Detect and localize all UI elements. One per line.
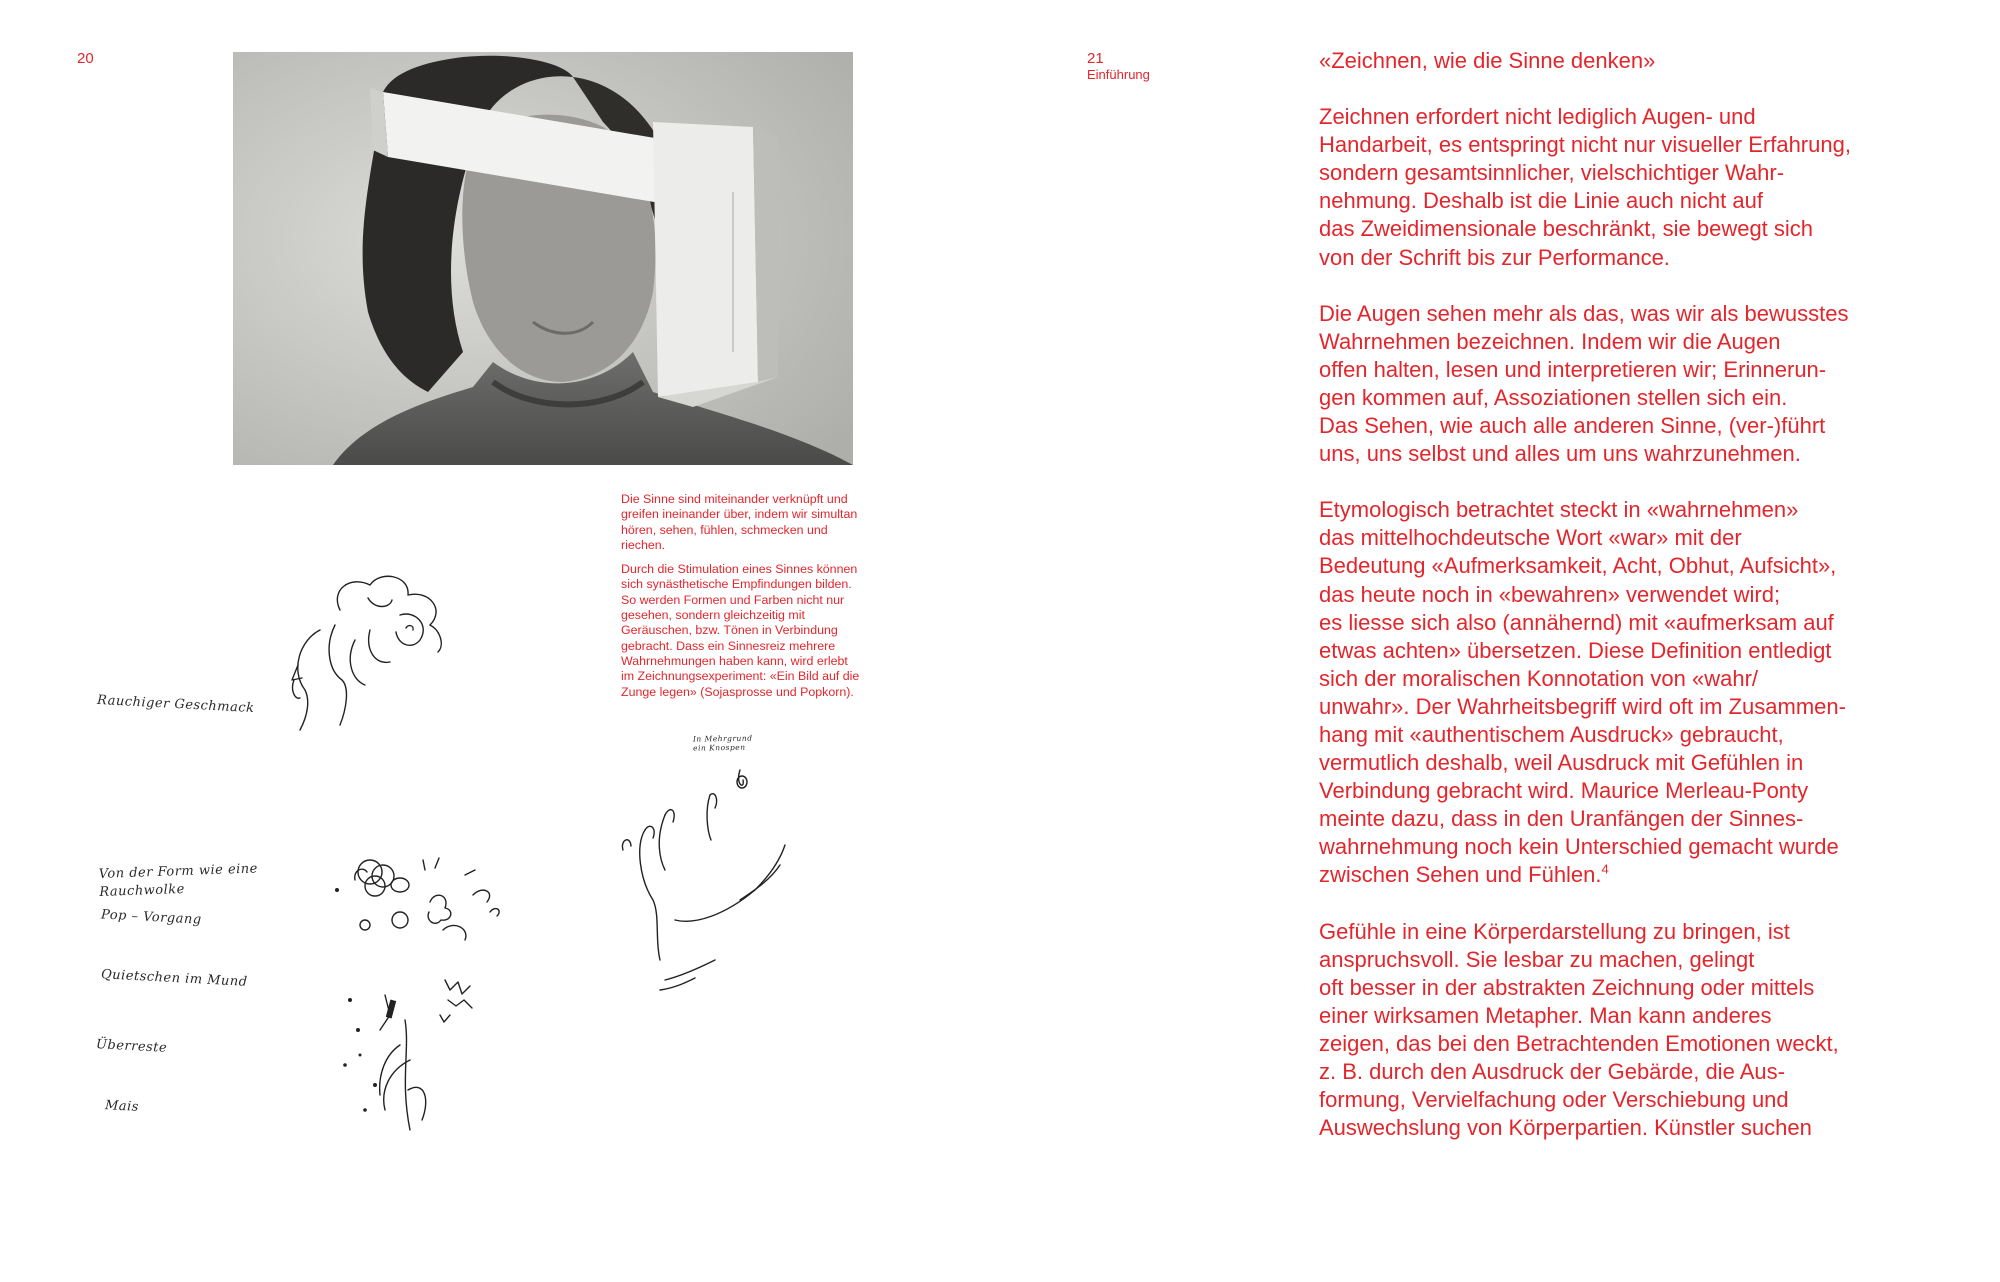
corn-sketch [330, 960, 500, 1140]
page-number-left: 20 [77, 50, 94, 67]
handwritten-label: Von der Form wie eine Rauchwolke [98, 861, 259, 900]
handwritten-label: Quietschen im Mund [100, 967, 248, 990]
smoke-sketch [280, 570, 480, 750]
chapter-heading: «Zeichnen, wie die Sinne denken» [1319, 48, 1656, 73]
popcorn-sketch [325, 850, 525, 950]
handwritten-note: In Mehrgrund ein Knospen [692, 733, 753, 753]
handwritten-label: Pop – Vorgang [100, 907, 202, 928]
caption-paragraph: Die Sinne sind miteinander verknüpft und greifen ineinander über, indem wir simultan hören, sehen, fühlen, schmecken und riechen. [621, 492, 858, 552]
body-paragraph [1319, 496, 1919, 889]
body-paragraph: Die Augen sehen mehr als das, was wir als bewusstes Wahrnehmen bezeichnen. Indem wir die Augen offen halten, lesen und interpretieren wir; Erinnerun- gen kommen auf, Assoziationen stellen sich ein. Das Sehen, wie auch alle anderen Sinne, (ver-)führt uns, uns selbst und alles um uns wahrzunehmen. [1319, 300, 1849, 467]
running-head: Einführung [1087, 67, 1150, 82]
page-number-right: 21 [1087, 50, 1104, 67]
caption [621, 492, 861, 709]
sprout-sketch [615, 750, 800, 1005]
handwritten-label: Mais [104, 1098, 140, 1115]
body-paragraph: Gefühle in eine Körperdarstellung zu bringen, ist anspruchsvoll. Sie lesbar zu machen, gelingt oft besser in der abstrakten Zeichnung oder mittels einer wirksamen Metapher. Man kann anderes zeigen, das bei den Betrachtenden Emotionen weckt, z. B. durch den Ausdruck der Gebärde, die Aus- formung, Vervielfachung oder Verschiebung und Auswechslung von Körperpartien. Künstler suchen [1319, 918, 1839, 1141]
handwritten-label: Rauchiger Geschmack [96, 692, 255, 717]
caption-paragraph: Durch die Stimulation eines Sinnes können sich synästhetische Empfindungen bilden. So werden Formen und Farben nicht nur gesehen, sondern gleichzeitig mit Geräuschen, bzw. Tönen in Verbindung gebracht. Dass ein Sinnesreiz mehrere Wahrnehmungen haben kann, wird erlebt im Zeichnungsexperiment: «Ein Bild auf die Zunge legen» (Sojasprosse und Popkorn). [621, 562, 860, 699]
handwritten-label: Überreste [95, 1037, 168, 1056]
portrait-photo [233, 52, 853, 465]
body-paragraph-text: Etymologisch betrachtet steckt in «wahrnehmen» das mittelhochdeutsche Wort «war» mit der Bedeutung «Aufmerksamkeit, Acht, Obhut, Aufsicht», das heute noch in «bewahren» verwendet wird; es liesse sich also (annähernd) mit «aufmerksam auf etwas achten» übersetzen. Diese Definition entledigt sich der moralischen Konnotation von «wahr/ unwahr». Der Wahrheitsbegriff wird oft im Zusammen- hang mit «authentischem Ausdruck» gebraucht, vermutlich deshalb, weil Ausdruck mit Gefühlen in Verbindung gebracht wird. Maurice Merleau-Ponty meinte dazu, dass in den Uranfängen der Sinnes- wahrnehmung noch kein Unterschied gemacht wurde zwischen Sehen und Fühlen. [1319, 497, 1846, 888]
body-text [1319, 47, 1919, 1170]
body-paragraph: Zeichnen erfordert nicht lediglich Augen- und Handarbeit, es entspringt nicht nur visueller Erfahrung, sondern gesamtsinnlicher, vielschichtiger Wahr- nehmung. Deshalb ist die Linie auch nicht auf das Zweidimensionale beschränkt, sie bewegt sich von der Schrift bis zur Performance. [1319, 104, 1851, 270]
footnote-reference[interactable]: 4 [1601, 862, 1609, 878]
